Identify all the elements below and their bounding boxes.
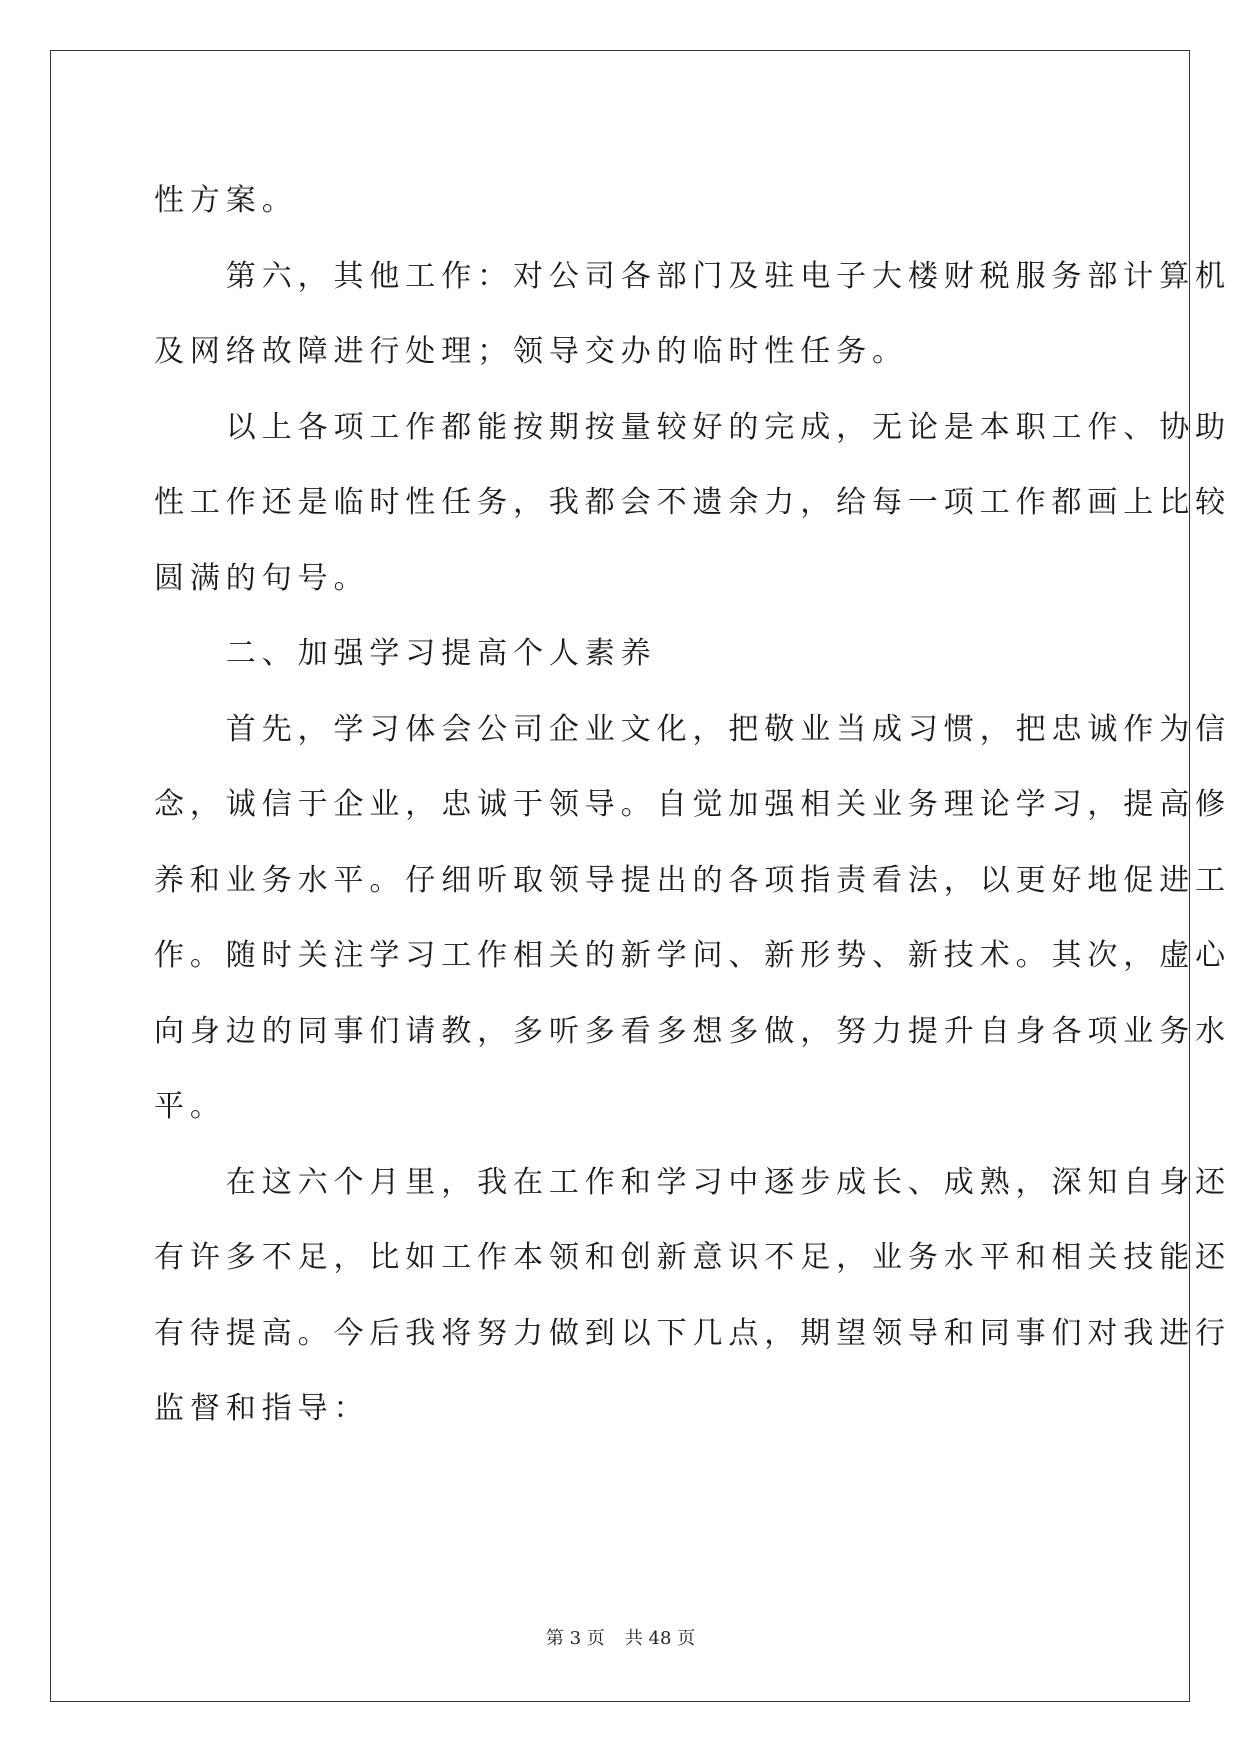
body-text <box>154 163 1231 1447</box>
text-line: 作。随时关注学习工作相关的新学问、新形势、新技术。其次，虚心 <box>154 938 1231 973</box>
page-total: 共 48 页 <box>624 1628 696 1649</box>
text-line: 性方案。 <box>154 183 298 218</box>
text-line: 有待提高。今后我将努力做到以下几点，期望领导和同事们对我进行 <box>154 1315 1231 1351</box>
text-line: 性工作还是临时性任务，我都会不遗余力，给每一项工作都画上比较 <box>154 485 1231 520</box>
text-line: 第六，其他工作：对公司各部门及驻电子大楼财税服务部计算机 <box>154 258 1231 294</box>
text-line: 向身边的同事们请教，多听多看多想多做，努力提升自身各项业务水 <box>154 1013 1231 1049</box>
page-number: 第 3 页 <box>545 1628 605 1649</box>
text-line: 平。 <box>154 1089 226 1124</box>
text-line: 及网络故障进行处理；领导交办的临时性任务。 <box>154 334 908 369</box>
text-line: 念，诚信于企业，忠诚于领导。自觉加强相关业务理论学习，提高修 <box>154 787 1231 822</box>
document-body <box>154 163 1231 1447</box>
text-line: 养和业务水平。仔细听取领导提出的各项指责看法，以更好地促进工 <box>154 862 1231 898</box>
text-line: 圆满的句号。 <box>154 560 370 596</box>
section-heading: 二、加强学习提高个人素养 <box>154 636 657 671</box>
text-line: 有许多不足，比如工作本领和创新意识不足，业务水平和相关技能还 <box>154 1240 1231 1275</box>
text-line: 首先，学习体会公司企业文化，把敬业当成习惯，把忠诚作为信 <box>154 711 1231 747</box>
page-footer <box>0 1624 1241 1650</box>
text-line: 在这六个月里，我在工作和学习中逐步成长、成熟，深知自身还 <box>154 1164 1231 1200</box>
text-line: 以上各项工作都能按期按量较好的完成，无论是本职工作、协助 <box>154 409 1231 445</box>
text-line: 监督和指导： <box>154 1391 370 1426</box>
